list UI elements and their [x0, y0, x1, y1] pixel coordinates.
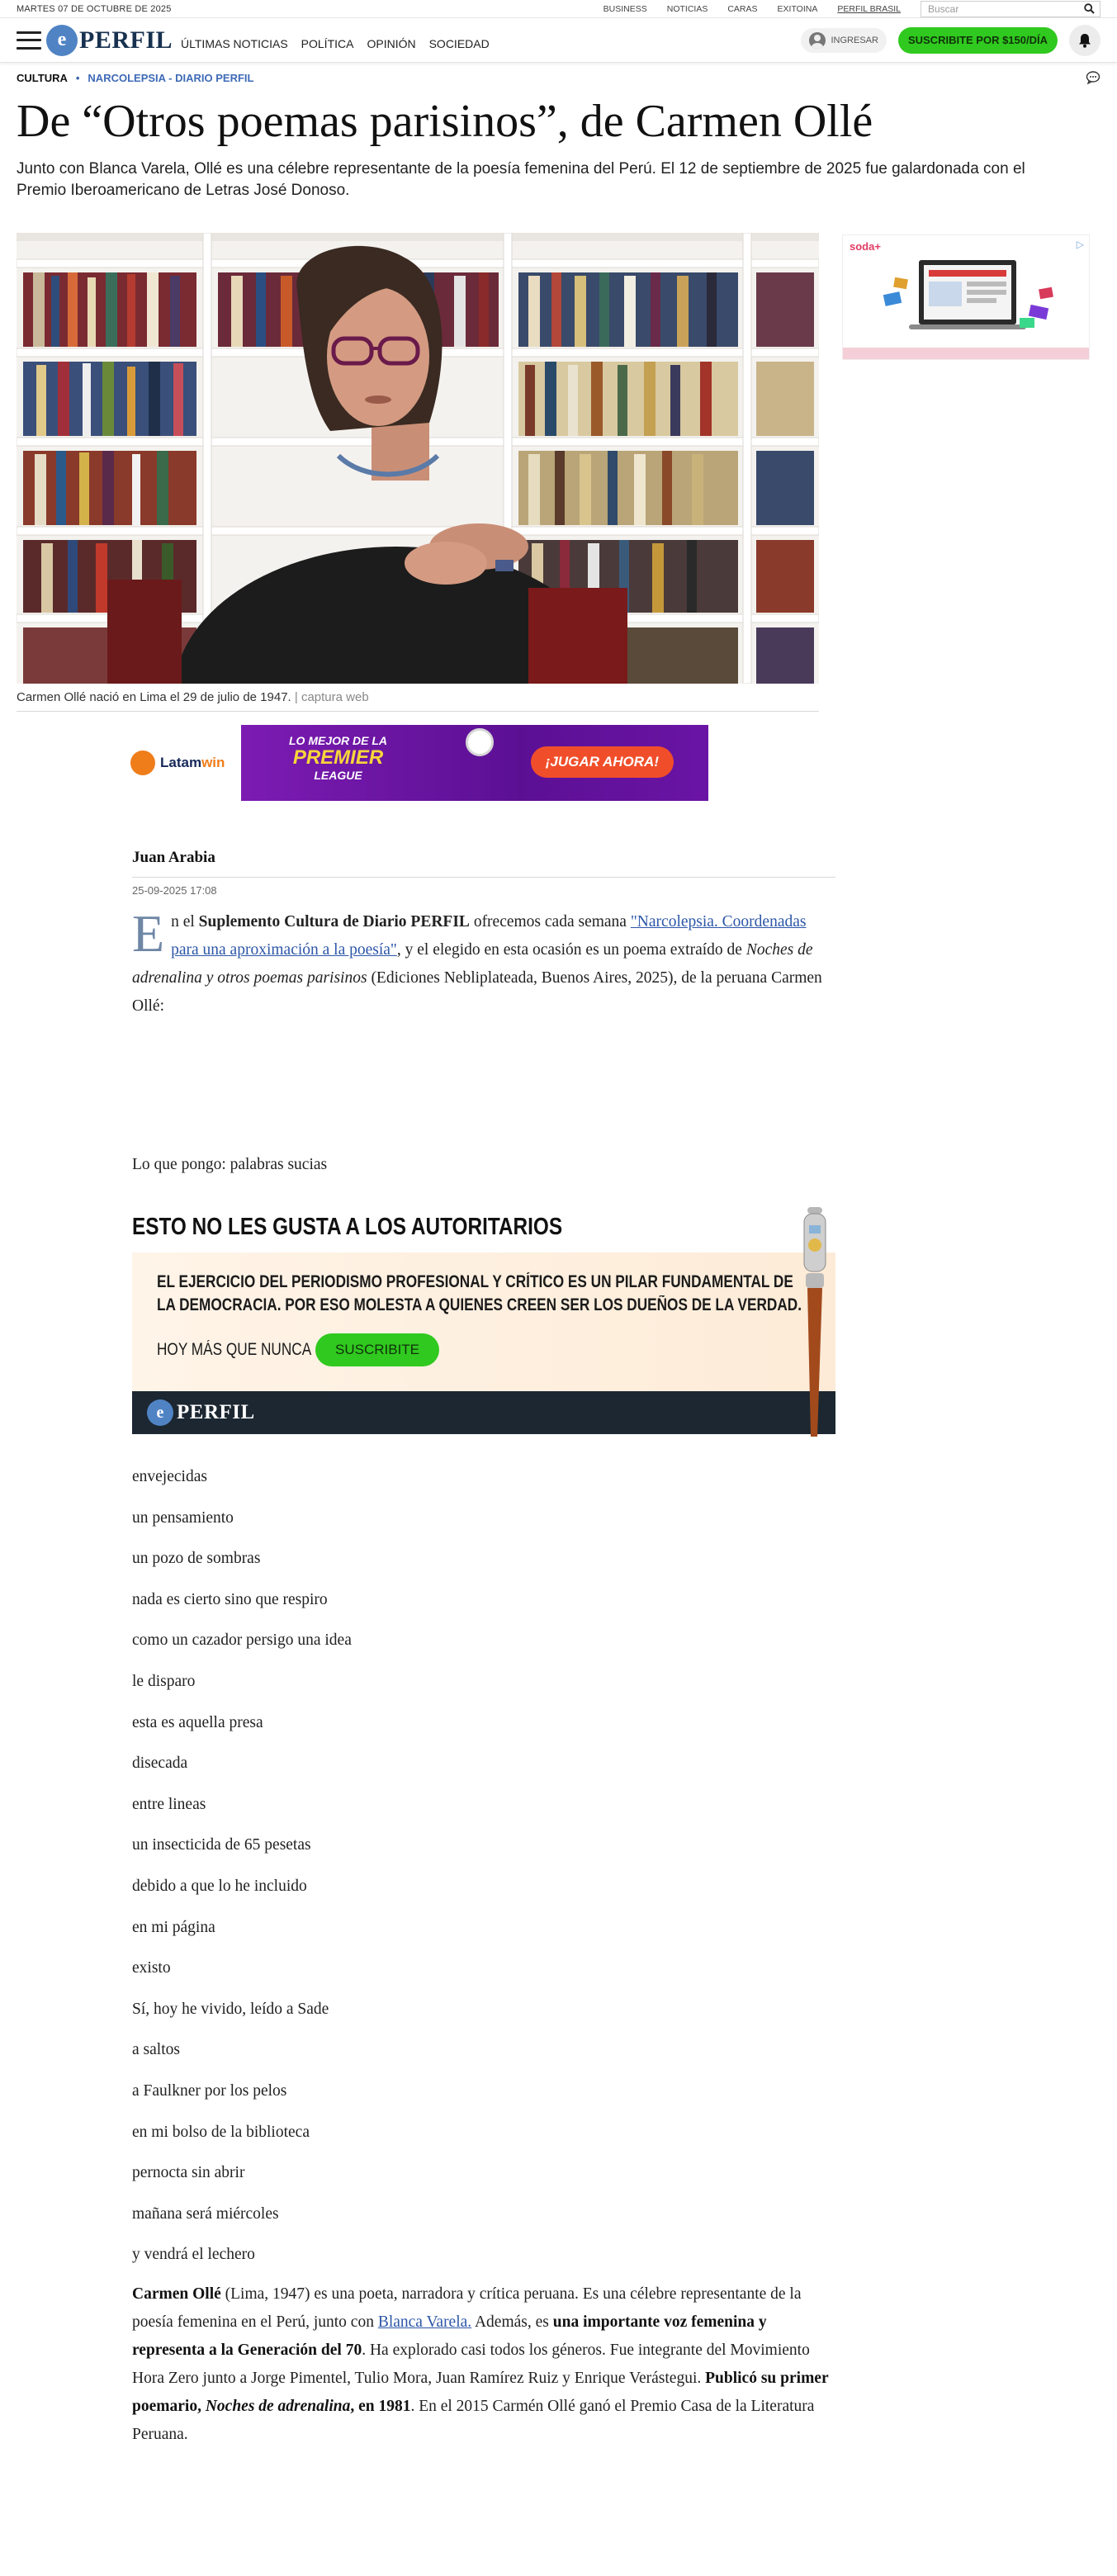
nav-sections — [181, 31, 490, 50]
intro-text-2: ofrecemos cada semana — [469, 913, 631, 930]
link-perfil-brasil[interactable]: PERFIL BRASIL — [837, 3, 901, 14]
narcolepsia-link[interactable]: "Narcolepsia. Coordenadas para una aproximación a la poesía" — [171, 913, 807, 959]
presidential-cane-illustration — [793, 1207, 835, 1437]
breadcrumb-section[interactable]: CULTURA — [17, 71, 68, 84]
subscribe-button[interactable]: SUSCRIBITE POR $150/DÍA — [898, 27, 1058, 54]
poem-line: pernocta sin abrir — [132, 2164, 245, 2182]
sidebar-ad-brand: soda+ — [850, 240, 881, 253]
sidebar-ad-strip — [843, 348, 1089, 359]
poem-line: a saltos — [132, 2041, 180, 2059]
article-body — [132, 801, 835, 2449]
perfil-mini-logo-text: PERFIL — [177, 1401, 255, 1423]
poem-line: existo — [132, 1959, 171, 1977]
blanca-varela-link[interactable]: Blanca Varela. — [377, 2313, 472, 2331]
nav-item-politica[interactable]: POLÍTICA — [301, 36, 354, 50]
author-name[interactable]: Juan Arabia — [132, 849, 835, 878]
search-input[interactable] — [921, 1, 1100, 17]
bio-text-2: Además, es — [471, 2313, 553, 2331]
subscription-heading: ESTO NO LES GUSTA A LOS AUTORITARIOS — [132, 1214, 563, 1240]
poem-first-line: Lo que pongo: palabras sucias — [132, 1156, 328, 1173]
embed-placeholder — [132, 1020, 835, 1156]
poem-line: a Faulkner por los pelos — [132, 2081, 287, 2100]
comments-icon[interactable] — [1086, 71, 1100, 84]
promo-play-button[interactable]: ¡JUGAR AHORA! — [531, 746, 674, 778]
sidebar — [842, 233, 1091, 2449]
subscription-block — [132, 1207, 835, 1440]
breadcrumb — [0, 63, 1117, 92]
current-date: MARTES 07 DE OCTUBRE DE 2025 — [17, 3, 172, 14]
intro-text-4: (Ediciones Nebliplateada, Buenos Aires, 2025), de la peruana Carmen Ollé: — [132, 969, 822, 1015]
promo-headline-main: PREMIER — [292, 746, 384, 769]
perfil-logo-text: PERFIL — [79, 26, 173, 54]
poem-line: un pozo de sombras — [132, 1550, 261, 1568]
link-exitoina[interactable]: EXITOINA — [777, 3, 818, 14]
poem-line: envejecidas — [132, 1468, 207, 1485]
latamwin-brand-a: Latam — [160, 755, 202, 770]
breadcrumb-subsection[interactable]: NARCOLEPSIA - DIARIO PERFIL — [88, 71, 254, 84]
poem — [132, 1456, 835, 2275]
nav-item-sociedad[interactable]: SOCIEDAD — [428, 36, 490, 50]
bio-text-3: . Ha explorado casi todos los géneros. Fue integrante del Movimiento Hora Zero junto a Jorge Pimentel, Tulio Mora, Juan Ramírez Ruiz y Enrique Verástegui. — [132, 2341, 810, 2387]
search-icon[interactable] — [1084, 3, 1095, 14]
link-business[interactable]: BUSINESS — [603, 3, 647, 14]
intro-text-1: n el — [171, 913, 199, 930]
bio-bold-4: , en 1981 — [350, 2397, 411, 2415]
nav-item-opinion[interactable]: OPINIÓN — [367, 36, 416, 50]
poem-line: le disparo — [132, 1672, 196, 1690]
perfil-logo[interactable] — [46, 25, 173, 56]
intro-text-3: , y el elegido en esta ocasión es un poema extraído de — [396, 941, 746, 959]
poem-line: Sí, hoy he vivido, leído a Sade — [132, 2000, 329, 2018]
poem-line: un pensamiento — [132, 1508, 234, 1527]
nav-item-ultimas-noticias[interactable]: ÚLTIMAS NOTICIAS — [181, 36, 288, 50]
poem-line: en mi página — [132, 1918, 215, 1936]
bio-text-4: . En el 2015 Carmén Ollé ganó el Premio Casa de la Literatura Peruana. — [132, 2397, 815, 2443]
notifications-button[interactable] — [1069, 25, 1100, 56]
nav-left — [17, 25, 490, 56]
top-right — [603, 1, 1100, 17]
poem-line: entre lineas — [132, 1795, 206, 1813]
subscription-cta-row — [157, 1333, 835, 1366]
subscription-now-label: HOY MÁS QUE NUNCA — [157, 1340, 312, 1359]
article-photo — [17, 233, 819, 684]
author-bio-paragraph — [132, 2280, 835, 2449]
promo-headline — [289, 733, 387, 783]
poem-line: y vendrá el lechero — [132, 2246, 255, 2264]
promo-headline-top: LO MEJOR DE LA — [289, 734, 388, 747]
bio-bold-name: Carmen Ollé — [132, 2285, 221, 2303]
latamwin-logo-mark — [130, 751, 155, 775]
latamwin-banner-ad[interactable] — [127, 725, 708, 801]
menu-icon[interactable] — [17, 31, 41, 50]
poem-line: como un cazador persigo una idea — [132, 1631, 352, 1650]
search-placeholder: Buscar — [928, 2, 959, 15]
ad-choices-icon[interactable]: ▷ — [1076, 239, 1084, 250]
intro-paragraph — [132, 904, 835, 1020]
poem-line: esta es aquella presa — [132, 1713, 263, 1731]
promo-headline-bottom: LEAGUE — [314, 769, 362, 782]
subscription-box — [132, 1252, 835, 1391]
article-lead: Junto con Blanca Varela, Ollé es una célebre representante de la poesía femenina del Perú. El 12 de septiembre de 2025 fue galardonada con el Premio Iberoamericano de Letras José Donoso. — [17, 160, 1025, 199]
perfil-mini-logo-mark: e — [147, 1399, 173, 1426]
subscription-text-2: LA DEMOCRACIA. POR ESO MOLESTA A QUIENES CREEN SER LOS DUEÑOS DE LA VERDAD. — [157, 1295, 802, 1314]
sidebar-ad[interactable] — [842, 234, 1090, 360]
login-button[interactable] — [801, 28, 886, 53]
bell-icon — [1078, 33, 1091, 48]
main-nav — [0, 18, 1117, 63]
bio-bold-2: una importante voz femenina y representa a la Generación del 70 — [132, 2313, 767, 2359]
breadcrumb-separator: • — [75, 71, 80, 84]
drop-cap: E — [132, 904, 165, 963]
poem-line: nada es cierto sino que respiro — [132, 1590, 328, 1608]
poem-line: debido a que lo he incluido — [132, 1877, 307, 1895]
subscription-button[interactable]: SUSCRIBITE — [315, 1333, 439, 1366]
subscription-text-1: EL EJERCICIO DEL PERIODISMO PROFESIONAL Y CRÍTICO ES UN PILAR FUNDAMENTAL DE — [157, 1272, 793, 1291]
bio-bold-3: Publicó su primer poemario, — [132, 2369, 829, 2415]
photo-bookshelf-illustration — [17, 233, 819, 684]
photo-caption — [17, 684, 819, 712]
latamwin-brand-b: win — [201, 755, 225, 770]
subscription-logo-bar — [132, 1391, 835, 1434]
poem-line: un insecticida de 65 pesetas — [132, 1836, 311, 1854]
caption-text: Carmen Ollé nació en Lima el 29 de julio de 1947. — [17, 690, 291, 704]
intro-book-title: Noches de adrenalina y otros poemas parisinos — [132, 941, 813, 987]
latamwin-logo-text — [160, 755, 225, 771]
perfil-logo-mark: e — [46, 25, 78, 56]
latamwin-logo — [127, 725, 241, 801]
breadcrumb-trail — [17, 72, 253, 84]
top-bar — [0, 0, 1117, 18]
user-icon — [809, 32, 826, 49]
laptop-ad-illustration — [843, 235, 1090, 360]
promo-body — [241, 725, 708, 801]
intro-bold-1: Suplemento Cultura de Diario PERFIL — [198, 913, 470, 930]
caption-source: | captura web — [294, 690, 369, 704]
link-caras[interactable]: CARAS — [727, 3, 758, 14]
poem-line: mañana será miércoles — [132, 2204, 279, 2223]
poem-line: disecada — [132, 1754, 188, 1773]
login-label: INGRESAR — [831, 35, 878, 45]
publish-date: 25-09-2025 17:08 — [132, 884, 217, 897]
bio-book-title: Noches de adrenalina — [205, 2397, 351, 2415]
media-row — [0, 201, 1117, 2449]
poem-line: en mi bolso de la biblioteca — [132, 2123, 310, 2141]
nav-right — [801, 25, 1100, 56]
article-title: De “Otros poemas parisinos”, de Carmen Ollé — [17, 96, 873, 147]
football-icon — [466, 728, 494, 756]
bio-text-1: (Lima, 1947) es una poeta, narradora y crítica peruana. Es una célebre representante de la poesía femenina en el Perú, junto con — [132, 2285, 802, 2331]
network-links — [603, 4, 901, 14]
link-noticias[interactable]: NOTICIAS — [666, 3, 708, 14]
main-column — [17, 233, 829, 2449]
